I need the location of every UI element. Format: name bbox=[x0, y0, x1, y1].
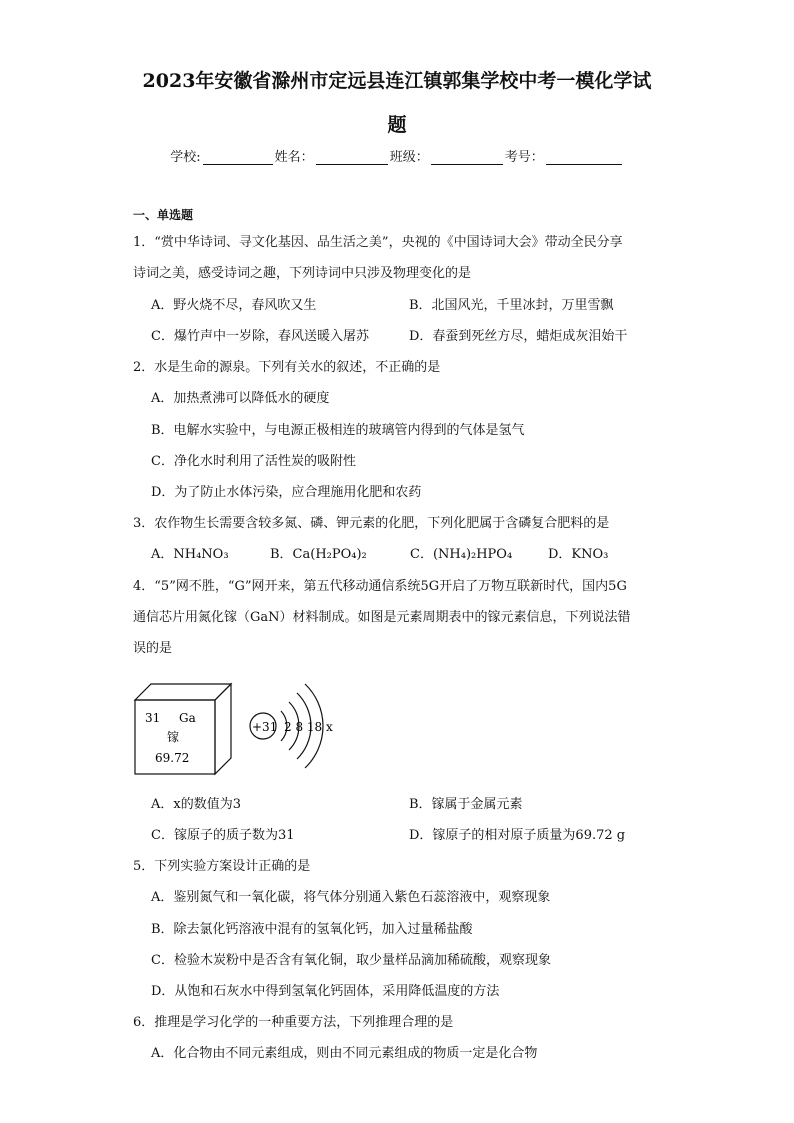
school-field bbox=[170, 146, 274, 165]
q2-option-b[interactable]: B．电解水实验中，与电源正极相连的玻璃管内得到的气体是氢气 bbox=[151, 423, 525, 438]
exam-number-blank bbox=[546, 150, 622, 165]
atomic-number-text: 31 bbox=[145, 711, 161, 725]
school-blank bbox=[203, 150, 273, 165]
q1-stem-line2: 诗词之美，感受诗词之趣，下列诗词中只涉及物理变化的是 bbox=[133, 266, 472, 281]
gallium-element-figure bbox=[133, 678, 373, 778]
name-label: 姓名： bbox=[274, 150, 314, 165]
q4-option-a[interactable]: A．x的数值为3 bbox=[151, 797, 241, 812]
q5-option-b[interactable]: B．除去氯化钙溶液中混有的氢氧化钙，加入过量稀盐酸 bbox=[151, 922, 473, 937]
q3-option-d[interactable]: D．KNO₃ bbox=[548, 547, 609, 562]
q1-stem-line1: 1．“赏中华诗词、寻文化基因、品生活之美”，央视的《中国诗词大会》带动全民分享 bbox=[133, 235, 623, 250]
class-field bbox=[390, 146, 505, 165]
q2-stem: 2．水是生命的源泉。下列有关水的叙述，不正确的是 bbox=[133, 360, 441, 375]
class-label: 班级： bbox=[389, 150, 429, 165]
q3-option-b[interactable]: B．Ca(H₂PO₄)₂ bbox=[270, 547, 367, 562]
atomic-mass-text: 69.72 bbox=[155, 751, 190, 765]
q3-option-a[interactable]: A．NH₄NO₃ bbox=[151, 547, 229, 562]
q2-option-a[interactable]: A．加热煮沸可以降低水的硬度 bbox=[151, 391, 330, 406]
q5-stem: 5．下列实验方案设计正确的是 bbox=[133, 859, 311, 874]
q4-stem-line3: 误的是 bbox=[133, 641, 173, 656]
q2-option-d[interactable]: D．为了防止水体污染，应合理施用化肥和农药 bbox=[151, 485, 422, 500]
q5-option-d[interactable]: D．从饱和石灰水中得到氢氧化钙固体，采用降低温度的方法 bbox=[151, 984, 500, 999]
q4-stem-line2: 通信芯片用氮化镓（GaN）材料制成。如图是元素周期表中的镓元素信息，下列说法错 bbox=[133, 610, 631, 625]
nucleus-charge-text: +31 bbox=[252, 720, 278, 734]
q4-option-c[interactable]: C．镓原子的质子数为31 bbox=[151, 828, 295, 843]
q1-option-d[interactable]: D．春蚕到死丝方尽，蜡炬成灰泪始干 bbox=[409, 329, 628, 344]
class-blank bbox=[431, 150, 503, 165]
element-symbol-text: Ga bbox=[179, 711, 196, 725]
exam-number-field bbox=[505, 146, 624, 165]
element-name-text: 镓 bbox=[167, 730, 180, 744]
q4-option-b[interactable]: B．镓属于金属元素 bbox=[409, 797, 523, 812]
q1-option-c[interactable]: C．爆竹声中一岁除，春风送暖入屠苏 bbox=[151, 329, 369, 344]
q5-option-c[interactable]: C．检验木炭粉中是否含有氧化铜，取少量样品滴加稀硫酸，观察现象 bbox=[151, 953, 551, 968]
exam-title-line1: 2023年安徽省滁州市定远县连江镇郭集学校中考一模化学试 bbox=[142, 70, 652, 92]
q1-option-b[interactable]: B．北国风光，千里冰封，万里雪飘 bbox=[409, 298, 614, 313]
school-label: 学校: bbox=[170, 150, 201, 165]
q3-option-c[interactable]: C．(NH₄)₂HPO₄ bbox=[410, 547, 513, 562]
student-info-row bbox=[0, 146, 794, 165]
exam-title-line2: 题 bbox=[387, 114, 407, 136]
electron-config-text: 2 8 18 x bbox=[284, 720, 333, 734]
q4-option-d[interactable]: D．镓原子的相对原子质量为69.72 g bbox=[409, 828, 626, 843]
q2-option-c[interactable]: C．净化水时利用了活性炭的吸附性 bbox=[151, 454, 356, 469]
q3-stem: 3．农作物生长需要含较多氮、磷、钾元素的化肥，下列化肥属于含磷复合肥料的是 bbox=[133, 516, 610, 531]
q5-option-a[interactable]: A．鉴别氮气和一氧化碳，将气体分别通入紫色石蕊溶液中，观察现象 bbox=[151, 890, 551, 905]
cube-side bbox=[215, 684, 231, 774]
exam-number-label: 考号： bbox=[504, 150, 544, 165]
section-heading: 一、单选题 bbox=[133, 208, 194, 222]
q1-option-a[interactable]: A．野火烧不尽，春风吹又生 bbox=[151, 298, 317, 313]
q4-stem-line1: 4．“5”网不胜，“G”网开来，第五代移动通信系统5G开启了万物互联新时代，国内5G bbox=[133, 579, 627, 594]
q6-stem: 6．推理是学习化学的一种重要方法，下列推理合理的是 bbox=[133, 1015, 454, 1030]
name-field bbox=[275, 146, 390, 165]
name-blank bbox=[316, 150, 388, 165]
q6-option-a[interactable]: A．化合物由不同元素组成，则由不同元素组成的物质一定是化合物 bbox=[151, 1046, 538, 1061]
